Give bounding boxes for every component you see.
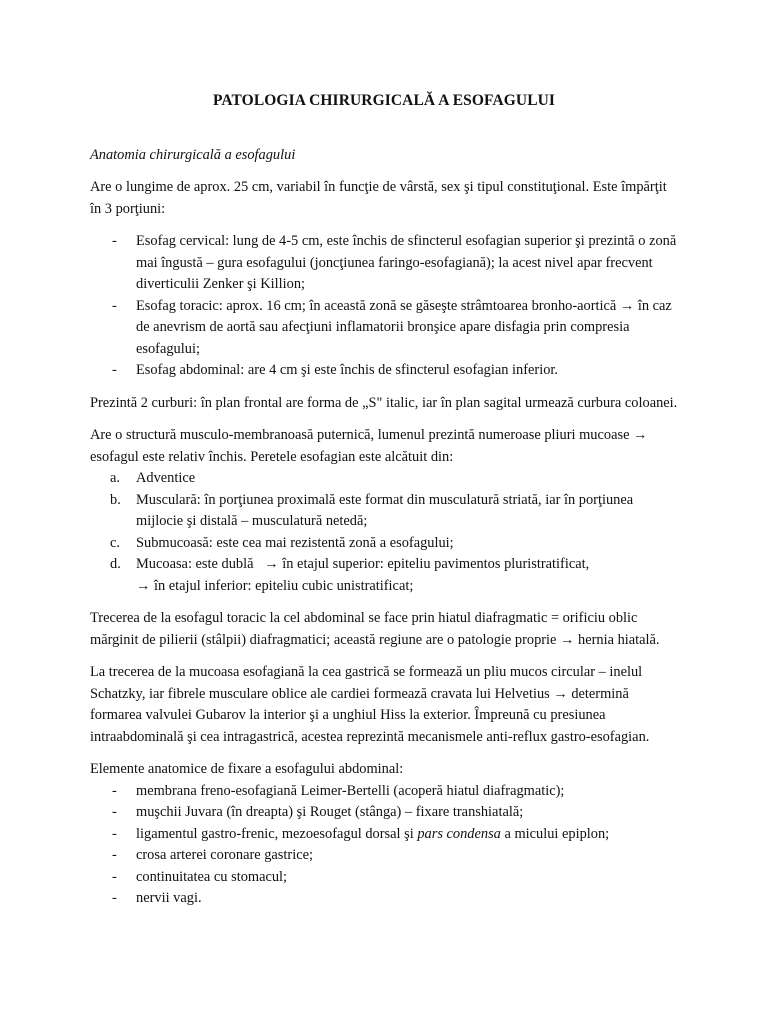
list-item-text: nervii vagi.: [136, 890, 202, 906]
list-item-text: membrana freno-esofagiană Leimer-Bertelli (acoperă hiatul diafragmatic);: [136, 782, 565, 799]
intro-paragraph: Are o lungime de aprox. 25 cm, variabil în funcţie de vârstă, sex şi tipul constituţional. Este împărţit în 3 porţiuni:: [90, 179, 667, 217]
fixation-intro: Elemente anatomice de fixare a esofagului abdominal:: [90, 761, 404, 777]
list-item: [90, 824, 678, 846]
dash-marker: -: [112, 825, 117, 842]
list-item-text: Musculară: în porţiunea proximală este format din musculatură striată, iar în porţiunea mijlocie şi distală – musculatură netedă;: [136, 491, 634, 529]
list-item: [90, 781, 678, 803]
list-item: [90, 468, 678, 490]
list-marker: d.: [110, 556, 121, 572]
fixation-list: [90, 781, 678, 910]
dash-marker: -: [112, 362, 117, 378]
dash-marker: -: [112, 868, 117, 885]
document-title: PATOLOGIA CHIRURGICALĂ A ESOFAGULUI: [212, 92, 556, 109]
list-item-text: a micului epiplon;: [500, 825, 610, 842]
dash-marker: -: [112, 890, 117, 906]
list-item: [90, 802, 678, 824]
list-marker: c.: [110, 534, 120, 551]
structure-paragraph: Are o structură musculo-membranoasă puternică, lumenul prezintă numeroase pliuri mucoase → esofagul este relativ închis. Peretele esofagian este alcătuit din:: [90, 427, 648, 465]
curvatures-paragraph: Prezintă 2 curburi: în plan frontal are forma de „S" italic, iar în plan sagital urmează curbura coloanei.: [90, 394, 678, 411]
list-item-text: → în etajul inferior: epiteliu cubic unistratificat;: [136, 577, 414, 594]
list-item-continuation: [90, 576, 678, 598]
schatzky-paragraph: La trecerea de la mucoasa esofagiană la cea gastrică se formează un pliu mucos circular – inelul Schatzky, iar fibrele musculare oblice ale cardiei formează cravata lui Helvetius → determină formarea valvulei Gubarov la interior şi a unghiul Hiss la exterior. Împreună cu presiunea intraabdominală şi cea intragastrică, acestea reprezintă mecanismele anti-reflux gastro-esofagian.: [90, 664, 650, 745]
list-item: [90, 360, 678, 382]
list-item-text: Esofag cervical: lung de 4-5 cm, este închis de sfincterul esofagian superior şi prezintă o zonă mai îngustă – gura esofagului (joncţiunea faringo-esofagiană); la acest nivel apar frecvent diverticulii Zenker şi Killion;: [136, 233, 677, 292]
dash-marker: -: [112, 804, 117, 820]
list-item: [90, 888, 678, 910]
list-item-text: ligamentul gastro-frenic, mezoesofagul dorsal şi: [136, 825, 418, 842]
hiatus-paragraph: Trecerea de la esofagul toracic la cel abdominal se face prin hiatul diafragmatic = orificiu oblic mărginit de pilierii (stâlpii) diafragmatici; această regiune are o patologie proprie → hernia hiatală.: [90, 610, 660, 648]
list-item: [90, 867, 678, 889]
list-item-text: Esofag abdominal: are 4 cm şi este închis de sfincterul esofagian inferior.: [136, 362, 558, 378]
list-item-text: muşchii Juvara (în dreapta) şi Rouget (stânga) – fixare transhiatală;: [136, 804, 524, 820]
list-item: [90, 231, 678, 296]
layers-list: [90, 468, 678, 597]
list-item-text: Mucoasa: este dublă → în etajul superior: epiteliu pavimentos pluristratificat,: [136, 556, 590, 572]
list-item-italic-text: pars condensa: [417, 825, 501, 842]
dash-marker: -: [112, 297, 117, 314]
list-item-text: Esofag toracic: aprox. 16 cm; în această zonă se găseşte strâmtoarea bronho-aortică → în caz de anevrism de aortă sau afecţiuni inflamatorii bronşice apare disfagia prin compresia esofagului;: [136, 297, 672, 357]
dash-marker: -: [112, 782, 117, 799]
list-item: [90, 296, 678, 361]
list-item: [90, 533, 678, 555]
list-item-text: continuitatea cu stomacul;: [136, 868, 288, 885]
dash-marker: -: [112, 847, 117, 863]
section-subtitle: Anatomia chirurgicală a esofagului: [90, 146, 296, 163]
list-item-text: Adventice: [136, 470, 196, 486]
list-marker: a.: [110, 470, 120, 486]
list-item-text: Submucoasă: este cea mai rezistentă zonă a esofagului;: [136, 534, 454, 551]
portions-list: [90, 231, 678, 382]
list-item-text: crosa arterei coronare gastrice;: [136, 847, 313, 863]
dash-marker: -: [112, 233, 117, 249]
list-item: [90, 554, 678, 576]
list-item: [90, 845, 678, 867]
list-marker: b.: [110, 491, 121, 508]
list-item: [90, 490, 678, 533]
